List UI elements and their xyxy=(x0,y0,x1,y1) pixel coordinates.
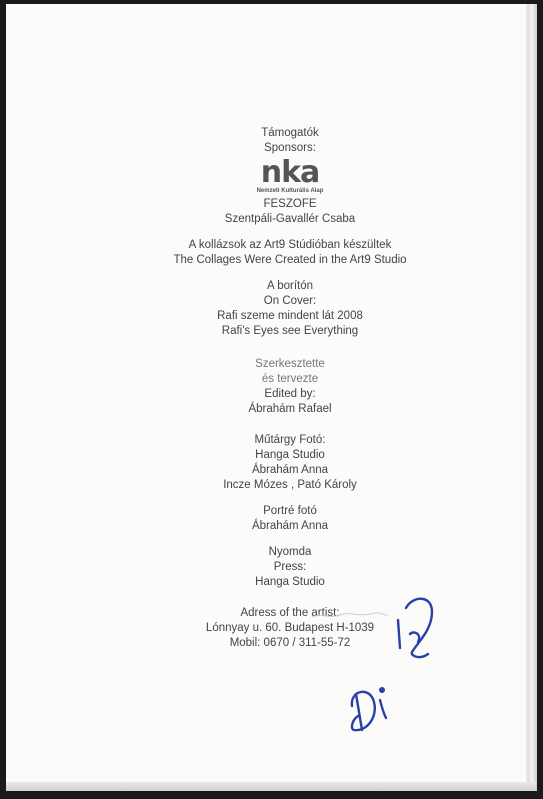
sponsor-person: Szentpáli-Gavallér Csaba xyxy=(224,213,356,225)
nka-logo xyxy=(120,155,460,195)
artist-address-label: Adress of the artist: xyxy=(240,607,340,619)
sponsors-label-hu: Támogatók xyxy=(261,127,319,139)
artwork-photo-name-3: Incze Mózes , Pató Károly xyxy=(223,479,357,491)
sponsors-label-en: Sponsors: xyxy=(264,142,316,154)
studio-line-hu: A kollázsok az Art9 Stúdióban készültek xyxy=(188,239,392,251)
sponsor-org: FESZOFE xyxy=(263,198,317,210)
press-label-hu: Nyomda xyxy=(268,546,312,558)
artist-address: Lónnyay u. 60. Budapest H-1039 xyxy=(205,622,375,634)
portrait-photo-name: Ábrahám Anna xyxy=(251,520,329,532)
portrait-photo-label: Portré fotó xyxy=(263,505,317,517)
studio-line-en: The Collages Were Created in the Art9 Studio xyxy=(173,254,407,266)
artwork-photo-name-1: Hanga Studio xyxy=(255,449,325,461)
nka-logo-subtitle: Nemzeti Kulturális Alap xyxy=(256,188,324,194)
editor-name: Ábrahám Rafael xyxy=(248,403,332,415)
colophon xyxy=(120,126,460,651)
page-bottom-edge xyxy=(6,782,536,791)
handwritten-signature xyxy=(340,590,450,750)
artwork-photo-name-2: Ábrahám Anna xyxy=(251,464,329,476)
press-label-en: Press: xyxy=(273,561,307,573)
editor-label-hu-1: Szerkesztette xyxy=(255,358,325,370)
editor-label-hu-2: és tervezte xyxy=(261,373,319,385)
artwork-photo-label: Műtárgy Fotó: xyxy=(254,434,326,446)
editor-label-en: Edited by: xyxy=(264,388,316,400)
artist-phone: Mobil: 0670 / 311-55-72 xyxy=(229,637,351,649)
cover-title-en: Rafi's Eyes see Everything xyxy=(221,325,359,337)
cover-label-hu: A borítón xyxy=(266,280,314,292)
nka-logo-text: nka xyxy=(260,155,320,190)
cover-title-hu: Rafi szeme mindent lát 2008 xyxy=(217,310,363,322)
press-name: Hanga Studio xyxy=(255,576,325,588)
page-edge xyxy=(528,4,537,791)
cover-label-en: On Cover: xyxy=(263,295,317,307)
